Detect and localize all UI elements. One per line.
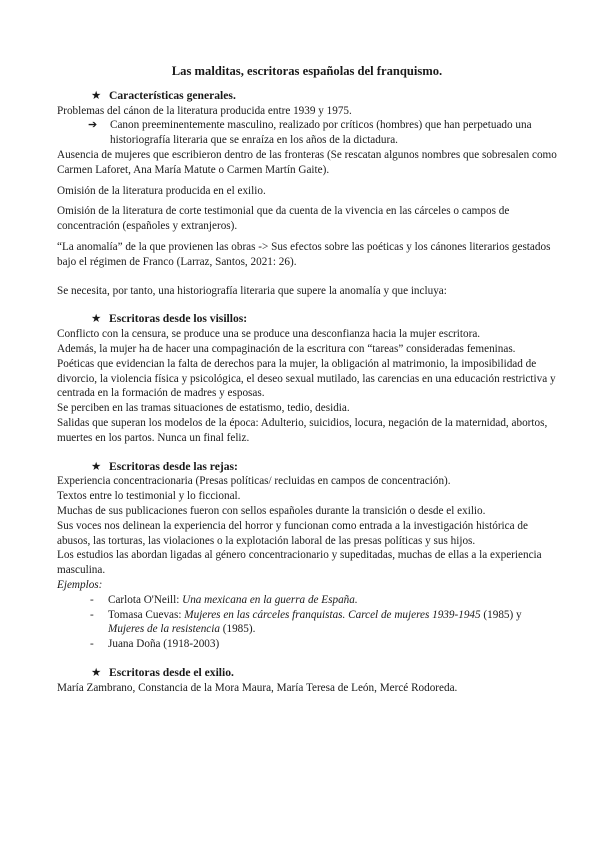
section-heading-caracteristicas: ★ Características generales. xyxy=(91,88,236,102)
star-bullet-icon: ★ xyxy=(91,665,102,679)
examples-list xyxy=(57,593,557,652)
paragraph: Omisión de la literatura de corte testimonial que da cuenta de la vivencia en las cárceles o campos de concentración (españoles y extranjeros). xyxy=(57,205,510,233)
paragraph: María Zambrano, Constancia de la Mora Maura, María Teresa de León, Mercé Rodoreda. xyxy=(57,681,458,694)
star-bullet-icon: ★ xyxy=(91,459,102,473)
paragraph: Textos entre lo testimonial y lo ficcional. xyxy=(57,490,241,503)
paragraph: Salidas que superan los modelos de la época: Adulterio, suicidios, locura, negación de la maternidad, abortos, muertes en los partos. Nunca un final feliz. xyxy=(57,416,548,444)
list-item: - Juana Doña (1918-2003) xyxy=(90,638,220,651)
examples-label: Ejemplos: xyxy=(57,578,103,591)
work-year: (1985). xyxy=(219,623,256,636)
section-heading-visillos xyxy=(57,312,557,327)
list-item: - Tomasa Cuevas: Mujeres en las cárceles franquistas. Carcel de mujeres 1939-1945 (1985) y Mujeres de la resistencia (1985). xyxy=(90,608,522,636)
heading-text: Escritoras desde las rejas: xyxy=(109,459,238,473)
document-page xyxy=(57,64,557,695)
arrow-item-text: Canon preeminentemente masculino, realizado por críticos (hombres) que han perpetuado una historiografía literaria que se enraíza en los años de la dictadura. xyxy=(110,119,532,147)
paragraph: Sus voces nos delinean la experiencia del horror y funcionan como entrada a la investigación histórica de abusos, las torturas, las violaciones o la explotación laboral de las presas políticas y sus hijos. xyxy=(57,519,528,547)
paragraph: Muchas de sus publicaciones fueron con sellos españoles durante la transición o desde el exilio. xyxy=(57,504,486,517)
paragraph: Omisión de la literatura producida en el exilio. xyxy=(57,184,266,197)
paragraph: “La anomalía” de la que provienen las obras -> Sus efectos sobre las poéticas y los cánones literarios gestados bajo el régimen de Franco (Larraz, Santos, 2021: 26). xyxy=(57,240,551,268)
paragraph: Ausencia de mujeres que escribieron dentro de las fronteras (Se rescatan algunos nombres que sobresalen como Carmen Laforet, Ana María Matute o Carmen Martín Gaite). xyxy=(57,148,557,176)
list-item: - Carlota O'Neill: Una mexicana en la guerra de España. xyxy=(90,593,358,606)
author-name: Carlota O'Neill: xyxy=(108,593,183,606)
author-name: Juana Doña (1918-2003) xyxy=(108,638,220,651)
work-year: (1985) y xyxy=(480,608,522,621)
arrow-right-icon: ➔ xyxy=(88,119,98,132)
heading-text: Escritoras desde el exilio xyxy=(109,665,232,679)
paragraph: Conflicto con la censura, se produce una se produce una desconfianza hacia la mujer escritora. xyxy=(57,328,481,341)
paragraph: Se necesita, por tanto, una historiografía literaria que supere la anomalía y que incluya: xyxy=(57,284,447,297)
paragraph: Además, la mujer ha de hacer una compaginación de la escritura con “tareas” consideradas femeninas. xyxy=(57,342,516,355)
work-title: Mujeres de la resistencia xyxy=(108,623,220,636)
paragraph: Problemas del cánon de la literatura producida entre 1939 y 1975. xyxy=(57,104,352,117)
paragraph: Se perciben en las tramas situaciones de estatismo, tedio, desidia. xyxy=(57,402,350,415)
star-bullet-icon: ★ xyxy=(91,312,102,326)
document-title: Las malditas, escritoras españolas del franquismo. xyxy=(171,64,443,78)
star-bullet-icon: ★ xyxy=(91,88,102,102)
heading-text: Escritoras desde los visillos: xyxy=(109,312,248,326)
author-name: Tomasa Cuevas: xyxy=(108,608,185,621)
work-title: Mujeres en las cárceles franquistas. Carcel de mujeres 1939-1945 xyxy=(184,608,481,621)
heading-text: Características generales xyxy=(109,88,233,102)
section-heading-rejas xyxy=(57,460,557,475)
paragraph: Poéticas que evidencian la falta de derechos para la mujer, la obligación al matrimonio, la imposibilidad de divorcio, la violencia física y psicológica, el deseo sexual mutilado, las carencias en una educación restrictiva y centrada en la formación de madres y esposas. xyxy=(57,357,556,400)
section-heading-exilio: ★ Escritoras desde el exilio. xyxy=(91,665,234,679)
work-title: Una mexicana en la guerra de España. xyxy=(182,593,358,606)
paragraph: Los estudios las abordan ligadas al género concentracionario y supeditadas, muchas de ellas a la experiencia masculina. xyxy=(57,549,542,577)
arrow-list-item xyxy=(57,118,557,148)
paragraph: Experiencia concentracionaria (Presas políticas/ recluidas en campos de concentración). xyxy=(57,475,451,488)
